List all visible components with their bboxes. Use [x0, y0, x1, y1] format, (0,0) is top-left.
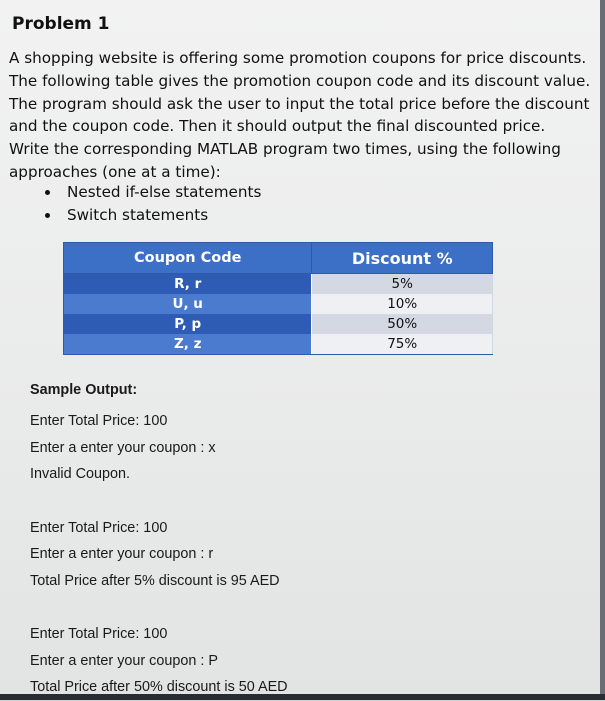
coupon-table — [63, 242, 493, 355]
description-line: The following table gives the promotion coupon code and its discount value. — [9, 70, 594, 93]
block-spacer — [30, 488, 288, 515]
page-title: Problem 1 — [12, 14, 110, 34]
sample-output-heading: Sample Output: — [30, 382, 288, 398]
output-line: Total Price after 5% discount is 95 AED — [30, 568, 288, 595]
sample-output — [30, 382, 288, 701]
discount-cell: 10% — [312, 294, 493, 314]
description-line: and the coupon code. Then it should output the final discounted price. — [9, 115, 594, 138]
description-line: A shopping website is offering some promotion coupons for price discounts. — [9, 47, 594, 70]
table-header-row — [64, 243, 493, 274]
coupon-code-cell: U, u — [64, 294, 312, 314]
table-row — [64, 334, 493, 355]
output-line: Enter a enter your coupon : r — [30, 541, 288, 568]
discount-cell: 5% — [312, 274, 493, 295]
description-line: Write the corresponding MATLAB program two times, using the following — [9, 138, 594, 161]
table-row — [64, 314, 493, 334]
screen-edge — [600, 0, 605, 700]
output-line: Total Price after 50% discount is 50 AED — [30, 674, 288, 701]
list-item — [45, 204, 261, 227]
bullet-icon — [45, 190, 50, 195]
list-item-label: Nested if-else statements — [67, 181, 261, 204]
output-line: Invalid Coupon. — [30, 461, 288, 488]
approach-list — [45, 181, 261, 227]
list-item — [45, 181, 261, 204]
list-item-label: Switch statements — [67, 204, 208, 227]
table-row — [64, 294, 493, 314]
output-line: Enter Total Price: 100 — [30, 621, 288, 648]
block-spacer — [30, 594, 288, 621]
bullet-icon — [45, 213, 50, 218]
description-line: The program should ask the user to input the total price before the discount — [9, 93, 594, 116]
header-coupon-code: Coupon Code — [64, 243, 312, 274]
output-line: Enter a enter your coupon : x — [30, 435, 288, 462]
output-line: Enter a enter your coupon : P — [30, 648, 288, 675]
output-line: Enter Total Price: 100 — [30, 408, 288, 435]
table-row — [64, 274, 493, 295]
screen-bezel — [0, 694, 605, 700]
coupon-code-cell: Z, z — [64, 334, 312, 355]
description-line: approaches (one at a time): — [9, 161, 594, 184]
discount-cell: 50% — [312, 314, 493, 334]
problem-description — [9, 47, 594, 184]
coupon-code-cell: P, p — [64, 314, 312, 334]
header-discount: Discount % — [312, 243, 493, 274]
output-line: Enter Total Price: 100 — [30, 515, 288, 542]
discount-cell: 75% — [312, 334, 493, 355]
coupon-code-cell: R, r — [64, 274, 312, 295]
